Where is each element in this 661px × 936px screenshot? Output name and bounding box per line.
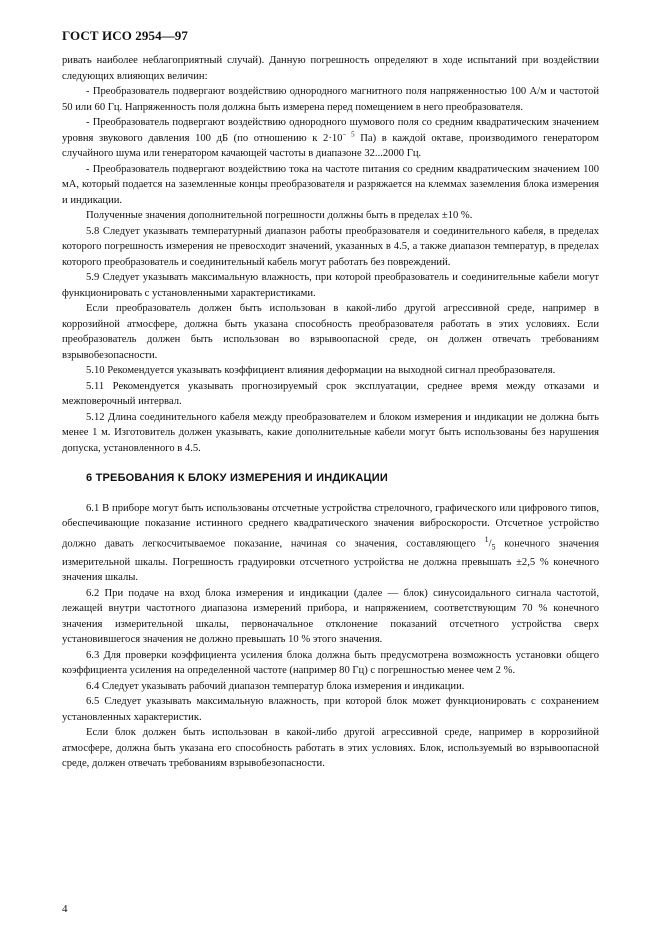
exponent: − 5	[342, 129, 355, 138]
paragraph-text: Па) в каждой октаве, производимого генератором случайного шума или генератором качающей частоты в диапазоне 32...2000 Гц.	[62, 132, 599, 159]
paragraph	[62, 501, 599, 586]
fraction-slash: /	[488, 538, 492, 550]
paragraph: 6.4 Следует указывать рабочий диапазон температур блока измерения и индикации.	[86, 680, 465, 692]
paragraph: 6.5 Следует указывать максимальную влажность, при которой блок может функционировать с сохранением установленных характеристик.	[62, 696, 599, 723]
paragraph: 5.10 Рекомендуется указывать коэффициент влияния деформации на выходной сигнал преобразователя.	[86, 365, 556, 376]
page-number: 4	[62, 903, 68, 915]
paragraph	[62, 115, 599, 162]
paragraph: - Преобразователь подвергают воздействию однородного магнитного поля напряженностью 100 А/м и частотой 50 или 60 Гц. Напряженность поля должна быть измерена перед помещением в него преобразователя.	[62, 86, 599, 113]
paragraph: - Преобразователь подвергают воздействию тока на частоте питания со средним квадратическим значением 100 мА, который подается на заземленные концы преобразователя и разряжается на клеммах заземления блока измерения и индикации.	[62, 163, 599, 206]
fraction-numerator: 1	[484, 534, 489, 544]
body-text	[62, 53, 599, 772]
paragraph: Если блок должен быть использован в какой-либо другой агрессивной среде, например в коррозийной атмосфере, должна быть указана его способность работать в этих условиях. Блок, используемый во взрывоопасной среде, должен отвечать требованиям взрывобезопасности.	[62, 727, 599, 770]
paragraph: 5.9 Следует указывать максимальную влажность, при которой преобразователь и соединительные кабели могут функционировать с установленными характеристиками.	[62, 272, 599, 299]
paragraph-text: - Преобразователь подвергают воздействию однородного шумового поля со средним квадратическим значением уровня звукового давления 100 дБ (по отношению к 2·10	[62, 117, 599, 144]
paragraph: 5.11 Рекомендуется указывать прогнозируемый срок эксплуатации, среднее время между отказами и межповерочный интервал.	[62, 380, 599, 407]
fraction-denominator: 5	[491, 542, 496, 552]
document-header: ГОСТ ИСО 2954—97	[62, 28, 188, 43]
paragraph: 6.2 При подаче на вход блока измерения и индикации (далее — блок) синусоидального сигнала частотой, лежащей внутри частотного диапазона измерений прибора, и напряжением, соответствующим 70 % конечного значения измерительной шкалы, первоначальное отклонение показаний отсчетного устройства сверх установившегося значения не должно превышать 10 % этого значения.	[62, 587, 599, 646]
paragraph: ривать наиболее неблагоприятный случай). Данную погрешность определяют в ходе испытаний при воздействии следующих влияющих величин:	[62, 55, 599, 82]
paragraph-text: конечного значения измерительной шкалы. Погрешность градуировки отсчетного устройства не должна превышать ±2,5 % конечного значения шкалы.	[62, 538, 600, 584]
paragraph: 5.12 Длина соединительного кабеля между преобразователем и блоком измерения и индикации не должна быть менее 1 м. Изготовитель должен указывать, какие дополнительные кабели могут быть использованы без нарушения допуска, установленного в 4.5.	[62, 411, 599, 454]
paragraph: Полученные значения дополнительной погрешности должны быть в пределах ±10 %.	[86, 210, 473, 221]
section-heading: 6 ТРЕБОВАНИЯ К БЛОКУ ИЗМЕРЕНИЯ И ИНДИКАЦИИ	[86, 472, 388, 484]
paragraph: 6.3 Для проверки коэффициента усиления блока должна быть предусмотрена возможность установки общего коэффициента усиления на определенной частоте (например 80 Гц) с погрешностью менее чем 2 %.	[62, 649, 599, 677]
paragraph-text: 6.1 В приборе могут быть использованы отсчетные устройства стрелочного, графического или цифрового типов, обеспечивающие показание истинного среднего квадратического значения виброскорости. Отсчетное устройство должно давать легкосчитываемое показание, начиная со значения, составляющего	[62, 502, 599, 550]
paragraph: 5.8 Следует указывать температурный диапазон работы преобразователя и соединительного кабеля, в пределах которого погрешность измерения не превосходит значений, указанных в 4.5, а также диапазон температур, в пределах которого преобразователь и соединительный кабель могут работать без повреждений.	[62, 225, 599, 268]
paragraph: Если преобразователь должен быть использован в какой-либо другой агрессивной среде, например в коррозийной атмосфере, должна быть указана способность преобразователя работать в этих условиях. Если преобразователь должен быть использован во взрывоопасной среде, он должен отвечать требованиям взрывобезопасности.	[62, 303, 599, 361]
